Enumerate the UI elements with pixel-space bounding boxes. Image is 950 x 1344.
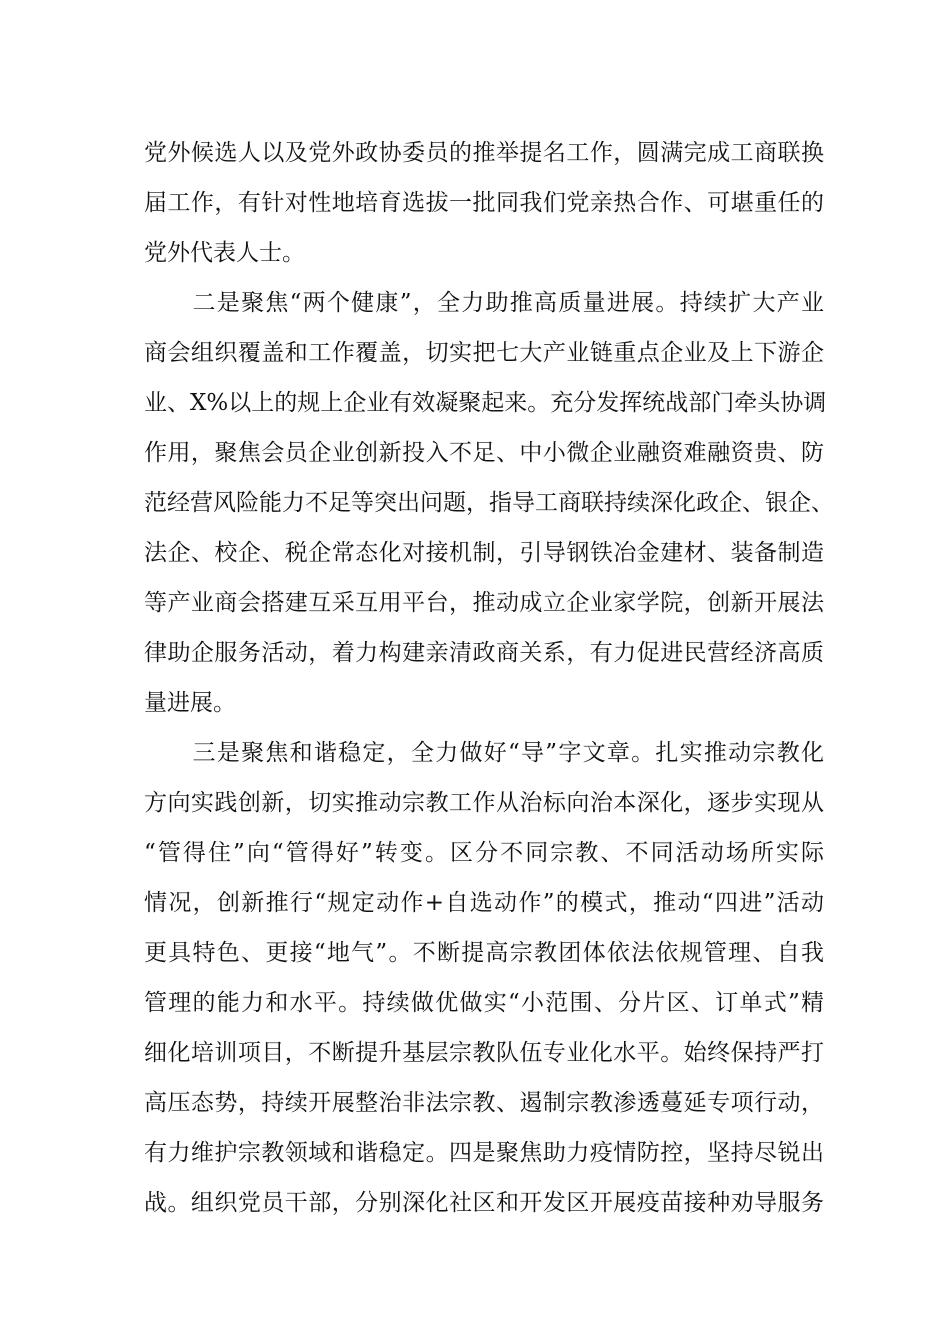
text-line: 作用，聚焦会员企业创新投入不足、中小微企业融资难融资贵、防 xyxy=(144,440,824,466)
text-line: 二是聚焦“两个健康”，全力助推高质量进展。持续扩大产业 xyxy=(144,290,824,316)
text-line: 更具特色、更接“地气”。不断提高宗教团体依法依规管理、自我 xyxy=(144,940,824,966)
text-line: 届工作，有针对性地培育选拔一批同我们党亲热合作、可堪重任的 xyxy=(144,190,824,216)
text-line: 量进展。 xyxy=(144,690,236,716)
text-line: 管理的能力和水平。持续做优做实“小范围、分片区、订单式”精 xyxy=(144,990,824,1016)
text-line: 党外候选人以及党外政协委员的推举提名工作，圆满完成工商联换 xyxy=(144,140,824,166)
text-line: 有力维护宗教领域和谐稳定。四是聚焦助力疫情防控，坚持尽锐出 xyxy=(144,1140,824,1166)
text-line: 律助企服务活动，着力构建亲清政商关系，有力促进民营经济高质 xyxy=(144,640,824,666)
text-line: 法企、校企、税企常态化对接机制，引导钢铁冶金建材、装备制造 xyxy=(144,540,824,566)
text-line: 等产业商会搭建互采互用平台，推动成立企业家学院，创新开展法 xyxy=(144,590,824,616)
text-line: 三是聚焦和谐稳定，全力做好“导”字文章。扎实推动宗教化 xyxy=(144,740,824,766)
text-line: 情况，创新推行“规定动作+自选动作”的模式，推动“四进”活动 xyxy=(144,890,824,916)
text-line: 商会组织覆盖和工作覆盖，切实把七大产业链重点企业及上下游企 xyxy=(144,340,824,366)
text-line: 细化培训项目，不断提升基层宗教队伍专业化水平。始终保持严打 xyxy=(144,1040,824,1066)
text-line: 党外代表人士。 xyxy=(144,240,305,266)
paragraph-3 xyxy=(144,728,824,1228)
text-line: 方向实践创新，切实推动宗教工作从治标向治本深化，逐步实现从 xyxy=(144,790,824,816)
text-line: “管得住”向“管得好”转变。区分不同宗教、不同活动场所实际 xyxy=(144,840,824,866)
text-line: 战。组织党员干部，分别深化社区和开发区开展疫苗接种劝导服务 xyxy=(144,1190,824,1216)
text-line: 范经营风险能力不足等突出问题，指导工商联持续深化政企、银企、 xyxy=(144,490,834,516)
text-line: 高压态势，持续开展整治非法宗教、遏制宗教渗透蔓延专项行动， xyxy=(144,1090,824,1116)
document-body xyxy=(144,128,834,1228)
paragraph-2 xyxy=(144,278,834,728)
paragraph-1 xyxy=(144,128,824,278)
text-line: 业、X%以上的规上企业有效凝聚起来。充分发挥统战部门牵头协调 xyxy=(144,390,827,416)
